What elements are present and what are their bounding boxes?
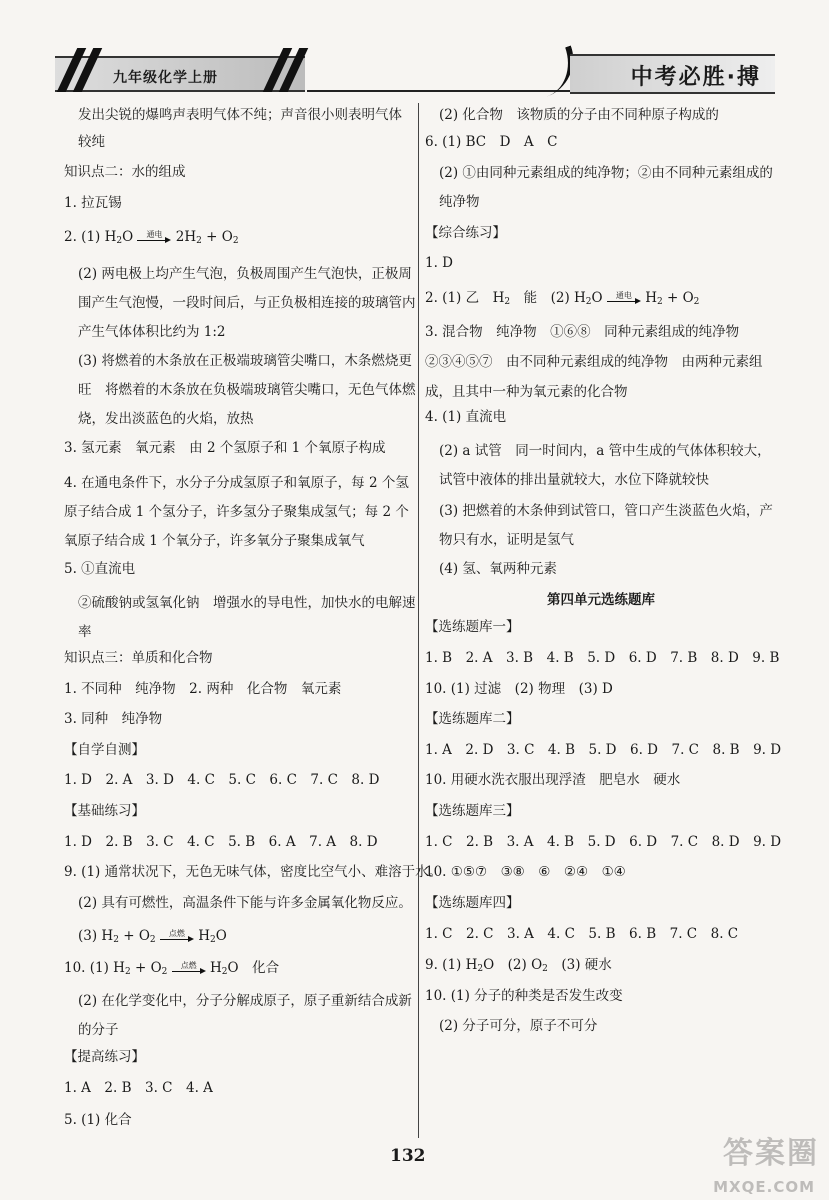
section-heading: 【自学自测】 [64, 742, 145, 758]
answer-line: 10. ①⑤⑦ ③⑧ ⑥ ②④ ①④ [425, 864, 626, 880]
unit-title: 第四单元选练题库 [547, 592, 655, 608]
section-heading: 【提高练习】 [64, 1049, 145, 1065]
header-book-title: 九年级化学上册 [113, 70, 218, 86]
answer-line: 5. (1) 化合 [64, 1112, 132, 1128]
answer-line: 6. (1) BC D A C [425, 134, 558, 150]
answer-line: 4. (1) 直流电 [425, 409, 507, 425]
answer-paragraph: (3) 把燃着的木条伸到试管口，管口产生淡蓝色火焰，产物只有水，证明是氢气 [439, 503, 773, 548]
answer-line: 1. A 2. D 3. C 4. B 5. D 6. D 7. C 8. B 9. D [425, 742, 782, 758]
answer-line: 10. 用硬水洗衣服出现浮渣 肥皂水 硬水 [425, 772, 681, 788]
header-rule [307, 90, 570, 92]
answer-line: 1. B 2. A 3. B 4. B 5. D 6. D 7. B 8. D 9. B [425, 650, 780, 666]
answer-line: 1. 拉瓦锡 [64, 195, 122, 211]
watermark-text: 答案圈 [723, 1136, 819, 1171]
answer-line: 3. 氢元素 氧元素 由 2 个氢原子和 1 个氧原子构成 [64, 440, 386, 456]
answer-line: 1. A 2. B 3. C 4. A [64, 1080, 213, 1096]
section-heading: 【选练题库四】 [425, 895, 520, 911]
answer-line: (4) 氢、氧两种元素 [439, 561, 557, 577]
section-heading: 【选练题库一】 [425, 619, 520, 635]
answer-line: 1. C 2. C 3. A 4. C 5. B 6. B 7. C 8. C [425, 926, 739, 942]
watermark-url: MXQE.COM [713, 1178, 815, 1196]
watermark-logo [684, 1128, 819, 1196]
equation-line: 2. (1) $H_2O$ 通电 $2H_2 + O_2$ [64, 229, 239, 246]
answer-paragraph: 4. 在通电条件下，水分子分成氢原子和氧原子，每 2 个氢原子结合成 1 个氢分子，许多氢分子聚集成氢气；每 2 个氧原子结合成 1 个氧分子，许多氧分子聚集成氧气 [64, 475, 409, 549]
equation-line: 2. (1) 乙 $H_2$ 能 (2) $H_2O$ 通电 $H_2 + O_2$ [425, 290, 700, 307]
answer-line: 3. 同种 纯净物 [64, 711, 163, 727]
reaction-arrow: 通电 [607, 293, 641, 305]
answer-line: 10. (1) 过滤 (2) 物理 (3) D [425, 681, 613, 697]
section-heading: 知识点二：水的组成 [64, 164, 186, 180]
page-header [55, 48, 775, 100]
answer-line: 5. ①直流电 [64, 561, 136, 577]
section-heading: 【基础练习】 [64, 803, 145, 819]
answer-paragraph: (3) 将燃着的木条放在正极端玻璃管尖嘴口，木条燃烧更旺 将燃着的木条放在负极端玻璃管尖嘴口，无色气体燃烧，发出淡蓝色的火焰，放热 [78, 353, 416, 427]
reaction-arrow: 点燃 [160, 931, 194, 943]
answer-paragraph: (2) 两电极上均产生气泡，负极周围产生气泡快，正极周围产生气泡慢，一段时间后，与正负极相连接的玻璃管内产生气体体积比约为 1:2 [78, 266, 416, 340]
text-line: 较纯 [78, 134, 105, 150]
reaction-arrow: 点燃 [172, 963, 206, 975]
header-brand: 中考必胜·搏 [630, 65, 761, 90]
answer-line: 9. (1) 通常状况下，无色无味气体，密度比空气小、难溶于水。 [64, 864, 443, 880]
page-number: 132 [390, 1146, 426, 1166]
answer-paragraph: (2) ①由同种元素组成的纯净物；②由不同种元素组成的纯净物 [439, 165, 773, 210]
answer-paragraph: ②硫酸钠或氢氧化钠 增强水的导电性，加快水的电解速率 [78, 595, 416, 640]
answer-line: 1. D 2. B 3. C 4. C 5. B 6. A 7. A 8. D [64, 834, 378, 850]
header-right-band [570, 54, 775, 94]
answer-line: 1. D [425, 255, 453, 271]
section-heading: 【选练题库二】 [425, 711, 520, 727]
section-heading: 【综合练习】 [425, 225, 506, 241]
text-line: 发出尖锐的爆鸣声表明气体不纯；声音很小则表明气体 [78, 107, 402, 123]
equation-line: (3) $H_2 + O_2$ 点燃 $H_2O$ [78, 928, 227, 945]
section-heading: 【选练题库三】 [425, 803, 520, 819]
answer-line: (2) 分子可分，原子不可分 [439, 1018, 598, 1034]
answer-line: 10. (1) 分子的种类是否发生改变 [425, 988, 623, 1004]
column-divider [418, 103, 419, 1138]
answer-line: 1. D 2. A 3. D 4. C 5. C 6. C 7. C 8. D [64, 772, 380, 788]
equation-line: 10. (1) $H_2 + O_2$ 点燃 $H_2O$ 化合 [64, 960, 280, 977]
reaction-arrow: 通电 [137, 232, 171, 244]
answer-paragraph: (2) 在化学变化中，分子分解成原子，原子重新结合成新的分子 [78, 993, 412, 1038]
answer-line: 9. (1) $H_2O$ (2) $O_2$ (3) 硬水 [425, 957, 612, 974]
answer-line: 1. C 2. B 3. A 4. B 5. D 6. D 7. C 8. D 9. D [425, 834, 782, 850]
answer-line: (2) 化合物 该物质的分子由不同种原子构成的 [439, 107, 719, 123]
section-heading: 知识点三：单质和化合物 [64, 650, 213, 666]
answer-line: 1. 不同种 纯净物 2. 两种 化合物 氧元素 [64, 681, 342, 697]
answer-paragraph: 3. 混合物 纯净物 ①⑥⑧ 同种元素组成的纯净物 ②③④⑤⑦ 由不同种元素组成的纯净物 由两种元素组成，且其中一种为氧元素的化合物 [425, 324, 763, 400]
answer-line: (2) 具有可燃性，高温条件下能与许多金属氧化物反应。 [78, 895, 412, 911]
answer-paragraph: (2) a 试管 同一时间内，a 管中生成的气体体积较大，试管中液体的排出量就较大，水位下降就较快 [439, 443, 771, 488]
